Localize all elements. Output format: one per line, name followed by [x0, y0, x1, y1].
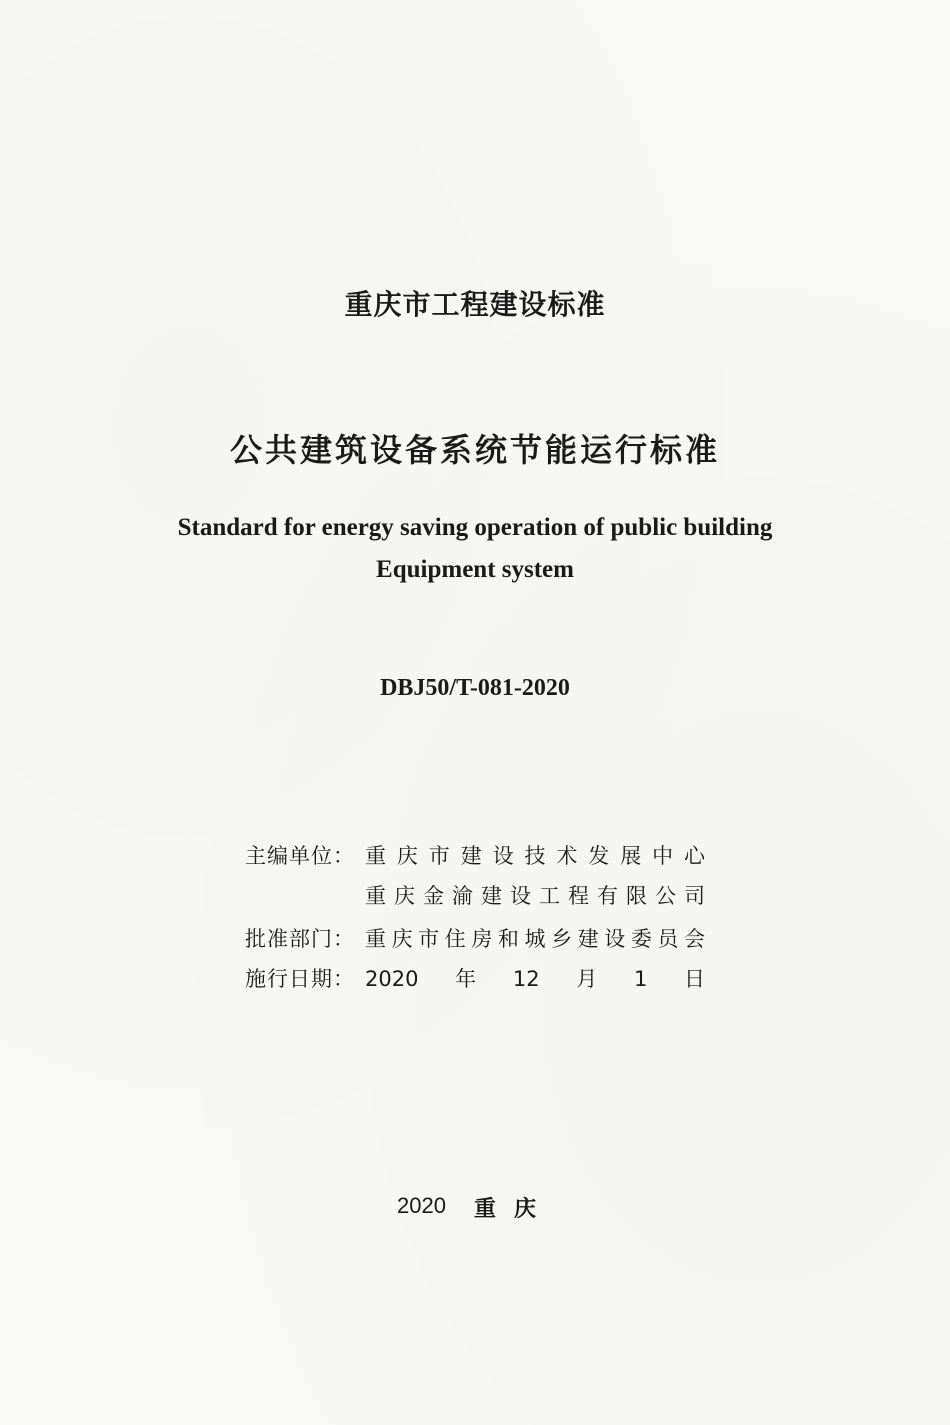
- footer-place: 重庆: [474, 1197, 555, 1222]
- chief-editor-unit-1: 重庆市建设技术发展中心: [365, 844, 705, 868]
- chief-editor-label: 主编单位：: [245, 844, 355, 868]
- document-title-chinese: 公共建筑设备系统节能运行标准: [229, 431, 720, 469]
- approval-label: 批准部门：: [245, 927, 355, 951]
- chief-editor-row: [0, 840, 950, 880]
- series-title: 重庆市工程建设标准: [344, 288, 606, 321]
- approval-row: [0, 923, 950, 963]
- footer-year: 2020: [397, 1193, 446, 1218]
- standard-code: DBJ50/T-081-2020: [380, 675, 570, 701]
- effective-date-row: [0, 963, 950, 1003]
- document-title-english-line2: Equipment system: [376, 556, 574, 583]
- effective-date-label: 施行日期：: [245, 967, 355, 991]
- effective-date: 2020年12月1日: [365, 967, 705, 991]
- document-title-english-line1: Standard for energy saving operation of public building: [177, 514, 773, 541]
- chief-editor-row-2: [0, 880, 950, 920]
- approval-department: 重庆市住房和城乡建设委员会: [365, 927, 705, 951]
- chief-editor-unit-2: 重庆金渝建设工程有限公司: [365, 884, 705, 908]
